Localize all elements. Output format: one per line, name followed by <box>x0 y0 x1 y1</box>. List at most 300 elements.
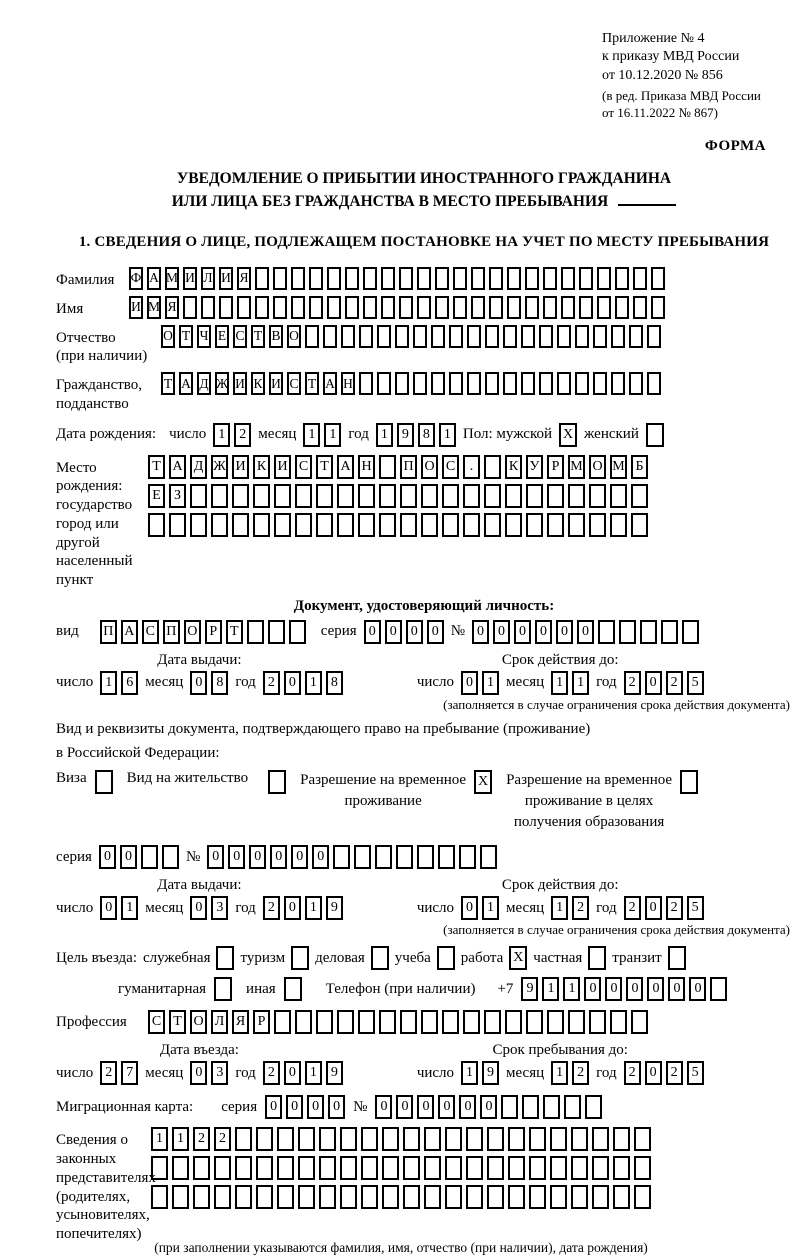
char-box[interactable] <box>403 1127 420 1151</box>
char-box[interactable]: 0 <box>645 1061 662 1085</box>
char-box[interactable] <box>613 1127 630 1151</box>
char-box[interactable] <box>431 325 445 348</box>
char-box[interactable]: С <box>142 620 159 644</box>
char-box[interactable]: 0 <box>535 620 552 644</box>
char-box[interactable] <box>449 325 463 348</box>
char-box[interactable] <box>361 1127 378 1151</box>
char-box[interactable] <box>466 1127 483 1151</box>
char-box[interactable]: 0 <box>427 620 444 644</box>
char-box[interactable] <box>421 484 438 508</box>
char-box[interactable] <box>256 1156 273 1180</box>
char-box[interactable]: 1 <box>305 1061 322 1085</box>
sex-male-checkbox[interactable]: X <box>559 423 577 447</box>
char-box[interactable] <box>453 267 467 290</box>
birth-year-boxes[interactable] <box>376 423 456 447</box>
birth-day-boxes[interactable] <box>213 423 251 447</box>
char-box[interactable]: 9 <box>521 977 538 1001</box>
char-box[interactable] <box>277 1127 294 1151</box>
char-box[interactable] <box>295 484 312 508</box>
char-box[interactable] <box>484 455 501 479</box>
char-box[interactable]: И <box>269 372 283 395</box>
char-box[interactable]: Б <box>631 455 648 479</box>
char-box[interactable]: Ф <box>129 267 143 290</box>
char-box[interactable]: М <box>610 455 627 479</box>
doc-number-boxes[interactable] <box>472 620 699 644</box>
char-box[interactable]: 5 <box>687 1061 704 1085</box>
char-box[interactable] <box>463 1010 480 1034</box>
char-box[interactable] <box>547 513 564 537</box>
char-box[interactable] <box>400 513 417 537</box>
char-box[interactable] <box>564 1095 581 1119</box>
char-box[interactable] <box>316 484 333 508</box>
char-box[interactable] <box>327 296 341 319</box>
char-box[interactable] <box>568 1010 585 1034</box>
char-box[interactable] <box>211 484 228 508</box>
char-box[interactable]: 0 <box>312 845 329 869</box>
char-box[interactable] <box>172 1185 189 1209</box>
char-box[interactable] <box>489 296 503 319</box>
char-box[interactable] <box>571 1185 588 1209</box>
char-box[interactable] <box>445 1185 462 1209</box>
char-box[interactable] <box>358 513 375 537</box>
char-box[interactable] <box>413 325 427 348</box>
char-box[interactable]: 2 <box>624 1061 641 1085</box>
char-box[interactable] <box>421 1010 438 1034</box>
char-box[interactable] <box>651 267 665 290</box>
char-box[interactable] <box>613 1156 630 1180</box>
char-box[interactable]: О <box>421 455 438 479</box>
char-box[interactable] <box>363 296 377 319</box>
char-box[interactable]: А <box>169 455 186 479</box>
rvp-education-checkbox[interactable] <box>680 770 698 794</box>
char-box[interactable] <box>358 484 375 508</box>
char-box[interactable] <box>291 296 305 319</box>
char-box[interactable] <box>710 977 727 1001</box>
char-box[interactable]: . <box>463 455 480 479</box>
char-box[interactable]: 0 <box>284 1061 301 1085</box>
char-box[interactable] <box>526 484 543 508</box>
char-box[interactable] <box>485 372 499 395</box>
rvp-checkbox[interactable]: X <box>474 770 492 794</box>
char-box[interactable] <box>682 620 699 644</box>
residence-valid-day-boxes[interactable] <box>461 896 499 920</box>
char-box[interactable]: 1 <box>551 896 568 920</box>
char-box[interactable] <box>484 1010 501 1034</box>
char-box[interactable] <box>431 372 445 395</box>
char-box[interactable] <box>575 325 589 348</box>
char-box[interactable] <box>521 325 535 348</box>
char-box[interactable]: 0 <box>328 1095 345 1119</box>
entry-month-boxes[interactable] <box>190 1061 228 1085</box>
char-box[interactable] <box>466 1156 483 1180</box>
char-box[interactable] <box>647 325 661 348</box>
char-box[interactable]: 8 <box>418 423 435 447</box>
char-box[interactable]: 2 <box>263 896 280 920</box>
char-box[interactable] <box>253 484 270 508</box>
char-box[interactable] <box>529 1127 546 1151</box>
char-box[interactable]: 1 <box>572 671 589 695</box>
profession-boxes[interactable] <box>148 1010 648 1034</box>
char-box[interactable] <box>340 1185 357 1209</box>
char-box[interactable]: 9 <box>482 1061 499 1085</box>
char-box[interactable]: Е <box>148 484 165 508</box>
char-box[interactable]: Т <box>169 1010 186 1034</box>
char-box[interactable]: 0 <box>493 620 510 644</box>
char-box[interactable] <box>214 1185 231 1209</box>
char-box[interactable] <box>507 296 521 319</box>
char-box[interactable]: И <box>232 455 249 479</box>
char-box[interactable] <box>522 1095 539 1119</box>
char-box[interactable] <box>585 1095 602 1119</box>
char-box[interactable] <box>597 296 611 319</box>
char-box[interactable]: 0 <box>286 1095 303 1119</box>
char-box[interactable] <box>629 325 643 348</box>
char-box[interactable] <box>593 372 607 395</box>
char-box[interactable]: 2 <box>624 896 641 920</box>
char-box[interactable]: Р <box>205 620 222 644</box>
residence-issue-month-boxes[interactable] <box>190 896 228 920</box>
char-box[interactable] <box>232 513 249 537</box>
char-box[interactable] <box>508 1156 525 1180</box>
char-box[interactable] <box>525 296 539 319</box>
char-box[interactable] <box>382 1185 399 1209</box>
char-box[interactable] <box>395 325 409 348</box>
char-box[interactable] <box>379 484 396 508</box>
char-box[interactable]: Р <box>253 1010 270 1034</box>
char-box[interactable]: 1 <box>482 671 499 695</box>
char-box[interactable]: К <box>253 455 270 479</box>
char-box[interactable] <box>400 1010 417 1034</box>
char-box[interactable]: С <box>233 325 247 348</box>
char-box[interactable] <box>235 1185 252 1209</box>
char-box[interactable]: 0 <box>480 1095 497 1119</box>
char-box[interactable]: П <box>100 620 117 644</box>
char-box[interactable]: Т <box>316 455 333 479</box>
char-box[interactable] <box>381 267 395 290</box>
char-box[interactable]: 5 <box>687 671 704 695</box>
char-box[interactable] <box>592 1127 609 1151</box>
char-box[interactable] <box>589 484 606 508</box>
char-box[interactable] <box>575 372 589 395</box>
char-box[interactable] <box>193 1156 210 1180</box>
char-box[interactable] <box>289 620 306 644</box>
char-box[interactable]: 1 <box>305 896 322 920</box>
char-box[interactable]: Т <box>161 372 175 395</box>
char-box[interactable]: И <box>183 267 197 290</box>
char-box[interactable] <box>579 296 593 319</box>
char-box[interactable] <box>442 484 459 508</box>
char-box[interactable] <box>417 267 431 290</box>
char-box[interactable] <box>463 513 480 537</box>
char-box[interactable] <box>611 372 625 395</box>
residence-number-boxes[interactable] <box>207 845 497 869</box>
char-box[interactable]: 0 <box>514 620 531 644</box>
char-box[interactable] <box>631 1010 648 1034</box>
char-box[interactable] <box>487 1156 504 1180</box>
char-box[interactable] <box>190 484 207 508</box>
char-box[interactable]: Л <box>201 267 215 290</box>
residence-valid-month-boxes[interactable] <box>551 896 589 920</box>
residence-series-boxes[interactable] <box>99 845 179 869</box>
char-box[interactable] <box>379 513 396 537</box>
char-box[interactable] <box>400 484 417 508</box>
char-box[interactable]: 0 <box>584 977 601 1001</box>
char-box[interactable]: Т <box>148 455 165 479</box>
char-box[interactable]: 0 <box>190 896 207 920</box>
char-box[interactable]: 0 <box>647 977 664 1001</box>
char-box[interactable] <box>633 267 647 290</box>
char-box[interactable] <box>298 1156 315 1180</box>
char-box[interactable]: 0 <box>626 977 643 1001</box>
char-box[interactable] <box>435 267 449 290</box>
char-box[interactable] <box>298 1127 315 1151</box>
char-box[interactable] <box>629 372 643 395</box>
char-box[interactable] <box>151 1185 168 1209</box>
char-box[interactable]: 9 <box>326 1061 343 1085</box>
char-box[interactable]: И <box>233 372 247 395</box>
char-box[interactable]: К <box>505 455 522 479</box>
char-box[interactable] <box>619 620 636 644</box>
char-box[interactable] <box>235 1156 252 1180</box>
char-box[interactable] <box>598 620 615 644</box>
char-box[interactable] <box>316 513 333 537</box>
char-box[interactable]: 2 <box>572 1061 589 1085</box>
doc-kind-boxes[interactable] <box>100 620 306 644</box>
char-box[interactable] <box>471 296 485 319</box>
char-box[interactable] <box>381 296 395 319</box>
char-box[interactable]: 0 <box>645 896 662 920</box>
char-box[interactable]: С <box>287 372 301 395</box>
char-box[interactable] <box>463 484 480 508</box>
citizenship-boxes[interactable] <box>161 372 661 395</box>
char-box[interactable]: 0 <box>207 845 224 869</box>
char-box[interactable] <box>631 513 648 537</box>
char-box[interactable]: 1 <box>100 671 117 695</box>
char-box[interactable]: Ж <box>211 455 228 479</box>
char-box[interactable] <box>487 1127 504 1151</box>
char-box[interactable]: Ч <box>197 325 211 348</box>
char-box[interactable] <box>345 267 359 290</box>
char-box[interactable] <box>274 513 291 537</box>
char-box[interactable]: А <box>121 620 138 644</box>
char-box[interactable] <box>571 1156 588 1180</box>
char-box[interactable]: В <box>269 325 283 348</box>
char-box[interactable]: 1 <box>461 1061 478 1085</box>
char-box[interactable] <box>568 484 585 508</box>
char-box[interactable] <box>141 845 158 869</box>
char-box[interactable]: 2 <box>193 1127 210 1151</box>
char-box[interactable]: 0 <box>291 845 308 869</box>
char-box[interactable]: 2 <box>666 1061 683 1085</box>
char-box[interactable] <box>193 1185 210 1209</box>
char-box[interactable] <box>651 296 665 319</box>
char-box[interactable] <box>597 267 611 290</box>
char-box[interactable] <box>508 1127 525 1151</box>
char-box[interactable] <box>503 372 517 395</box>
char-box[interactable]: О <box>190 1010 207 1034</box>
char-box[interactable] <box>172 1156 189 1180</box>
char-box[interactable] <box>467 325 481 348</box>
char-box[interactable]: 1 <box>213 423 230 447</box>
char-box[interactable]: 2 <box>100 1061 117 1085</box>
migration-series-boxes[interactable] <box>265 1095 345 1119</box>
char-box[interactable]: 2 <box>214 1127 231 1151</box>
representatives-boxes-row1[interactable] <box>151 1127 651 1151</box>
char-box[interactable]: 0 <box>100 896 117 920</box>
char-box[interactable]: Д <box>190 455 207 479</box>
char-box[interactable]: 0 <box>459 1095 476 1119</box>
char-box[interactable]: С <box>442 455 459 479</box>
char-box[interactable]: 0 <box>556 620 573 644</box>
char-box[interactable]: 0 <box>190 671 207 695</box>
char-box[interactable] <box>526 513 543 537</box>
char-box[interactable] <box>485 325 499 348</box>
char-box[interactable] <box>547 1010 564 1034</box>
char-box[interactable]: 1 <box>172 1127 189 1151</box>
char-box[interactable] <box>363 267 377 290</box>
char-box[interactable] <box>403 1185 420 1209</box>
char-box[interactable] <box>190 513 207 537</box>
char-box[interactable] <box>309 296 323 319</box>
char-box[interactable] <box>661 620 678 644</box>
char-box[interactable]: 0 <box>120 845 137 869</box>
char-box[interactable] <box>615 296 629 319</box>
char-box[interactable] <box>480 845 497 869</box>
char-box[interactable]: И <box>129 296 143 319</box>
char-box[interactable] <box>526 1010 543 1034</box>
char-box[interactable]: С <box>295 455 312 479</box>
char-box[interactable]: 0 <box>577 620 594 644</box>
valid-day-boxes[interactable] <box>461 671 499 695</box>
char-box[interactable] <box>219 296 233 319</box>
char-box[interactable]: 0 <box>406 620 423 644</box>
char-box[interactable] <box>507 267 521 290</box>
representatives-boxes-row2[interactable] <box>151 1156 651 1180</box>
char-box[interactable] <box>417 845 434 869</box>
char-box[interactable] <box>340 1156 357 1180</box>
patronymic-boxes[interactable] <box>161 325 661 348</box>
char-box[interactable] <box>539 325 553 348</box>
char-box[interactable] <box>237 296 251 319</box>
char-box[interactable] <box>255 267 269 290</box>
char-box[interactable] <box>505 484 522 508</box>
char-box[interactable]: Я <box>232 1010 249 1034</box>
char-box[interactable] <box>529 1156 546 1180</box>
char-box[interactable] <box>593 325 607 348</box>
char-box[interactable]: 1 <box>376 423 393 447</box>
char-box[interactable]: 9 <box>397 423 414 447</box>
char-box[interactable] <box>169 513 186 537</box>
char-box[interactable]: 0 <box>307 1095 324 1119</box>
char-box[interactable] <box>359 372 373 395</box>
char-box[interactable] <box>424 1185 441 1209</box>
char-box[interactable] <box>399 267 413 290</box>
char-box[interactable] <box>484 513 501 537</box>
char-box[interactable] <box>442 1010 459 1034</box>
char-box[interactable]: О <box>161 325 175 348</box>
char-box[interactable] <box>399 296 413 319</box>
stay-day-boxes[interactable] <box>461 1061 499 1085</box>
char-box[interactable] <box>396 845 413 869</box>
char-box[interactable] <box>466 1185 483 1209</box>
char-box[interactable]: Л <box>211 1010 228 1034</box>
char-box[interactable]: 0 <box>385 620 402 644</box>
char-box[interactable] <box>459 845 476 869</box>
char-box[interactable] <box>539 372 553 395</box>
char-box[interactable]: Т <box>226 620 243 644</box>
char-box[interactable] <box>453 296 467 319</box>
char-box[interactable] <box>377 325 391 348</box>
char-box[interactable] <box>424 1127 441 1151</box>
char-box[interactable] <box>610 484 627 508</box>
char-box[interactable]: И <box>274 455 291 479</box>
char-box[interactable] <box>579 267 593 290</box>
char-box[interactable] <box>561 267 575 290</box>
char-box[interactable]: М <box>165 267 179 290</box>
char-box[interactable] <box>435 296 449 319</box>
char-box[interactable] <box>162 845 179 869</box>
purpose-private-checkbox[interactable] <box>588 946 606 970</box>
issue-day-boxes[interactable] <box>100 671 138 695</box>
char-box[interactable] <box>613 1185 630 1209</box>
char-box[interactable] <box>550 1127 567 1151</box>
char-box[interactable]: 2 <box>624 671 641 695</box>
char-box[interactable] <box>571 1127 588 1151</box>
char-box[interactable] <box>484 484 501 508</box>
char-box[interactable]: 2 <box>666 671 683 695</box>
char-box[interactable] <box>268 620 285 644</box>
char-box[interactable] <box>557 325 571 348</box>
char-box[interactable] <box>361 1156 378 1180</box>
char-box[interactable]: О <box>589 455 606 479</box>
char-box[interactable]: О <box>184 620 201 644</box>
char-box[interactable]: 2 <box>572 896 589 920</box>
valid-year-boxes[interactable] <box>624 671 704 695</box>
char-box[interactable]: Н <box>341 372 355 395</box>
char-box[interactable] <box>442 513 459 537</box>
residence-permit-checkbox[interactable] <box>268 770 286 794</box>
char-box[interactable] <box>611 325 625 348</box>
char-box[interactable]: 0 <box>265 1095 282 1119</box>
char-box[interactable] <box>274 1010 291 1034</box>
char-box[interactable]: У <box>526 455 543 479</box>
char-box[interactable]: 1 <box>482 896 499 920</box>
char-box[interactable]: Р <box>547 455 564 479</box>
char-box[interactable]: 3 <box>211 896 228 920</box>
char-box[interactable] <box>235 1127 252 1151</box>
char-box[interactable] <box>449 372 463 395</box>
char-box[interactable]: 1 <box>305 671 322 695</box>
char-box[interactable] <box>358 1010 375 1034</box>
char-box[interactable]: Ж <box>215 372 229 395</box>
residence-valid-year-boxes[interactable] <box>624 896 704 920</box>
char-box[interactable]: М <box>568 455 585 479</box>
char-box[interactable] <box>375 845 392 869</box>
char-box[interactable] <box>323 325 337 348</box>
char-box[interactable] <box>489 267 503 290</box>
sex-female-checkbox[interactable] <box>646 423 664 447</box>
char-box[interactable] <box>543 1095 560 1119</box>
purpose-tourism-checkbox[interactable] <box>291 946 309 970</box>
char-box[interactable] <box>211 513 228 537</box>
char-box[interactable] <box>295 1010 312 1034</box>
char-box[interactable] <box>501 1095 518 1119</box>
stay-month-boxes[interactable] <box>551 1061 589 1085</box>
char-box[interactable] <box>561 296 575 319</box>
char-box[interactable] <box>634 1185 651 1209</box>
char-box[interactable] <box>359 325 373 348</box>
phone-boxes[interactable] <box>521 977 727 1001</box>
